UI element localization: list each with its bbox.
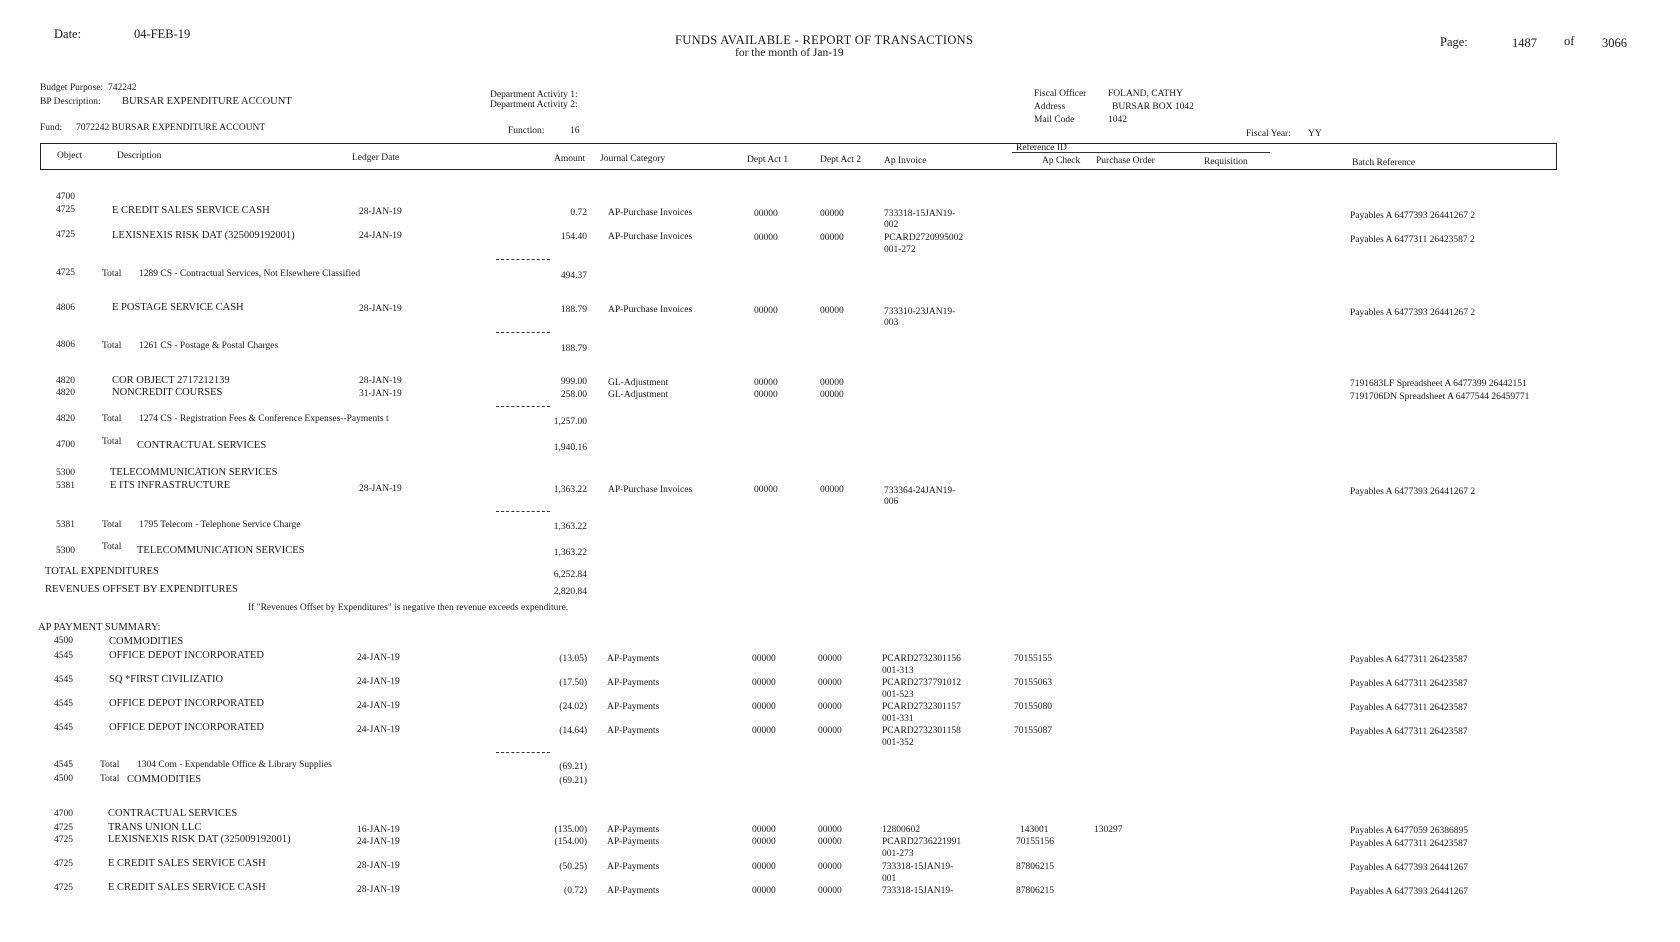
- row-batch-reference: Payables A 6477311 26423587: [1350, 839, 1468, 849]
- row-ledger-date: 24-JAN-19: [357, 677, 400, 687]
- row-ledger-date: 28-JAN-19: [357, 861, 400, 871]
- subtotal-rule: [496, 406, 550, 407]
- row-object: 4725: [56, 205, 75, 215]
- row-ap-invoice: 733364-24JAN19-: [884, 486, 956, 496]
- row-ap-invoice: 12800602: [882, 825, 920, 835]
- row-description: OFFICE DEPOT INCORPORATED: [109, 722, 264, 733]
- row-amount: 1,940.16: [553, 443, 587, 453]
- row-ap-invoice: PCARD2732301157: [882, 702, 961, 712]
- row-description: COMMODITIES: [127, 774, 202, 785]
- row-journal-category: AP-Payments: [607, 886, 660, 896]
- row-ledger-date: 28-JAN-19: [359, 376, 402, 386]
- row-ledger-date: 24-JAN-19: [357, 837, 400, 847]
- row-amount: 1,363.22: [553, 485, 587, 495]
- row-batch-reference: 7191706DN Spreadsheet A 6477544 26459771: [1350, 392, 1530, 402]
- row-ap-invoice: PCARD2737791012: [882, 678, 962, 688]
- row-dept-act-2: 00000: [818, 726, 842, 736]
- row-description: TRANS UNION LLC: [108, 822, 202, 833]
- report-date: 04-FEB-19: [134, 27, 191, 41]
- row-total-label: Total: [102, 437, 122, 447]
- row-dept-act-2: 00000: [818, 702, 842, 712]
- row-batch-reference: Payables A 6477311 26423587 2: [1350, 235, 1475, 245]
- row-dept-act-2: 00000: [818, 837, 842, 847]
- row-description: TELECOMMUNICATION SERVICES: [110, 467, 278, 478]
- subtotal-rule: [496, 259, 550, 260]
- row-ledger-date: 24-JAN-19: [359, 231, 402, 241]
- mail-code-value: 1042: [1108, 115, 1127, 125]
- row-ap-invoice: PCARD2736221991: [882, 837, 962, 847]
- row-dept-act-2: 00000: [818, 825, 842, 835]
- row-description: OFFICE DEPOT INCORPORATED: [109, 650, 264, 661]
- col-ap-invoice: Ap Invoice: [884, 156, 927, 166]
- row-purchase-order: 130297: [1094, 825, 1123, 835]
- row-ap-invoice-line2: 001-273: [882, 849, 914, 859]
- row-total-label: Total: [102, 542, 122, 552]
- row-object: 4545: [54, 723, 73, 733]
- row-batch-reference: Payables A 6477393 26441267 2: [1350, 211, 1476, 221]
- fiscal-officer-value: FOLAND, CATHY: [1108, 89, 1183, 99]
- report-subtitle: for the month of Jan-19: [735, 47, 844, 59]
- row-ap-invoice-line2: 001-313: [882, 666, 914, 676]
- row-description: E ITS INFRASTRUCTURE: [110, 480, 231, 491]
- row-dept-act-2: 00000: [820, 485, 844, 495]
- row-batch-reference: Payables A 6477059 26386895: [1350, 826, 1468, 836]
- row-dept-act-1: 00000: [752, 654, 776, 664]
- row-batch-reference: Payables A 6477393 26441267: [1350, 863, 1468, 873]
- row-dept-act-1: 00000: [752, 678, 776, 688]
- row-object: 4725: [54, 823, 73, 833]
- total-expenditures-amount: 6,252.84: [553, 570, 587, 580]
- row-total-label: Total: [102, 341, 122, 351]
- row-description: 1304 Com - Expendable Office & Library Supplies: [137, 760, 332, 770]
- col-dept-act-1: Dept Act 1: [747, 155, 789, 165]
- bp-description-label: BP Description:: [40, 97, 101, 107]
- row-dept-act-1: 00000: [752, 726, 776, 736]
- row-amount: 0.72: [570, 208, 587, 218]
- subtotal-rule: [496, 752, 550, 753]
- mail-code-label: Mail Code: [1034, 115, 1075, 125]
- subtotal-rule: [496, 511, 550, 512]
- address-value: BURSAR BOX 1042: [1112, 102, 1194, 112]
- row-total-label: Total: [102, 520, 122, 530]
- row-ap-invoice: 733310-23JAN19-: [884, 307, 956, 317]
- row-description: 1795 Telecom - Telephone Service Charge: [139, 520, 301, 530]
- row-object: 4806: [56, 340, 75, 350]
- row-batch-reference: Payables A 6477311 26423587: [1350, 655, 1468, 665]
- row-amount: 1,363.22: [553, 522, 587, 532]
- row-description: 1261 CS - Postage & Postal Charges: [139, 341, 279, 351]
- budget-purpose-value: 742242: [108, 83, 137, 93]
- col-description: Description: [117, 151, 162, 161]
- row-total-label: Total: [100, 774, 120, 784]
- fiscal-officer-label: Fiscal Officer: [1034, 89, 1087, 99]
- row-description: COMMODITIES: [109, 636, 184, 647]
- row-amount: (154.00): [554, 837, 587, 847]
- row-ap-invoice-line2: 001: [882, 874, 897, 884]
- row-ap-invoice: 733318-15JAN19-: [882, 886, 954, 896]
- subtotal-rule: [496, 332, 550, 333]
- row-journal-category: AP-Payments: [607, 837, 660, 847]
- budget-purpose-label: Budget Purpose:: [40, 83, 104, 93]
- col-purchase-order: Purchase Order: [1096, 156, 1155, 166]
- col-dept-act-2: Dept Act 2: [820, 155, 862, 165]
- row-amount: (50.25): [559, 862, 587, 872]
- function-label: Function:: [508, 126, 545, 136]
- row-journal-category: AP-Payments: [607, 825, 660, 835]
- row-object: 4545: [54, 651, 73, 661]
- col-reference-id: Reference ID: [1016, 143, 1067, 153]
- row-description: OFFICE DEPOT INCORPORATED: [109, 698, 264, 709]
- row-amount: (135.00): [554, 825, 587, 835]
- row-object: 4725: [54, 835, 73, 845]
- revenue-note: If "Revenues Offset by Expenditures" is negative then revenue exceeds expenditure.: [248, 603, 569, 613]
- row-object: 5300: [56, 546, 75, 556]
- row-dept-act-2: 00000: [820, 306, 844, 316]
- row-ap-check: 87806215: [1016, 886, 1054, 896]
- row-description: SQ *FIRST CIVILIZATIO: [109, 674, 224, 685]
- row-object: 4820: [56, 388, 75, 398]
- row-amount: 999.00: [560, 377, 587, 387]
- dept-activity-2-label: Department Activity 2:: [490, 100, 578, 110]
- row-object: 5300: [56, 468, 75, 478]
- row-description: TELECOMMUNICATION SERVICES: [137, 545, 305, 556]
- row-ledger-date: 24-JAN-19: [357, 725, 400, 735]
- row-ap-invoice: PCARD2720995002: [884, 233, 964, 243]
- row-ap-check: 70155080: [1014, 702, 1052, 712]
- row-ledger-date: 28-JAN-19: [357, 885, 400, 895]
- row-dept-act-2: 00000: [820, 209, 844, 219]
- row-total-label: Total: [102, 269, 122, 279]
- row-journal-category: AP-Purchase Invoices: [608, 232, 693, 242]
- row-description: LEXISNEXIS RISK DAT (325009192001): [112, 230, 295, 241]
- row-description: E CREDIT SALES SERVICE CASH: [108, 882, 266, 893]
- row-amount: 258.00: [560, 390, 587, 400]
- row-description: E POSTAGE SERVICE CASH: [112, 302, 244, 313]
- fiscal-year-value: YY: [1308, 129, 1322, 139]
- row-dept-act-1: 00000: [752, 837, 776, 847]
- row-journal-category: AP-Payments: [607, 702, 660, 712]
- row-amount: (69.21): [559, 762, 587, 772]
- fiscal-year-label: Fiscal Year:: [1246, 129, 1291, 139]
- row-ap-invoice: PCARD2732301156: [882, 654, 961, 664]
- row-amount: 1,257.00: [553, 417, 587, 427]
- row-ledger-date: 28-JAN-19: [359, 207, 402, 217]
- row-ap-invoice-line2: 001-352: [882, 738, 914, 748]
- page-total: 3066: [1602, 36, 1627, 50]
- row-dept-act-1: 00000: [752, 825, 776, 835]
- row-object: 4725: [56, 230, 75, 240]
- row-amount: (17.50): [559, 678, 587, 688]
- row-ledger-date: 24-JAN-19: [357, 653, 400, 663]
- row-batch-reference: Payables A 6477393 26441267 2: [1350, 308, 1476, 318]
- row-object: 4820: [56, 414, 75, 424]
- row-dept-act-1: 00000: [752, 862, 776, 872]
- revenues-offset-amount: 2,820.84: [553, 587, 587, 597]
- row-journal-category: AP-Payments: [607, 862, 660, 872]
- row-journal-category: GL-Adjustment: [608, 390, 669, 400]
- row-batch-reference: Payables A 6477393 26441267: [1350, 887, 1468, 897]
- revenues-offset-label: REVENUES OFFSET BY EXPENDITURES: [45, 584, 238, 595]
- row-batch-reference: Payables A 6477393 26441267 2: [1350, 487, 1476, 497]
- row-ap-invoice: 733318-15JAN19-: [884, 209, 956, 219]
- row-description: CONTRACTUAL SERVICES: [108, 808, 238, 819]
- row-object: 4725: [54, 883, 73, 893]
- row-dept-act-2: 00000: [820, 233, 844, 243]
- row-description: CONTRACTUAL SERVICES: [137, 440, 267, 451]
- row-amount: (0.72): [564, 886, 587, 896]
- row-amount: (24.02): [559, 702, 587, 712]
- row-dept-act-2: 00000: [818, 862, 842, 872]
- row-ledger-date: 16-JAN-19: [357, 825, 400, 835]
- row-dept-act-2: 00000: [820, 378, 844, 388]
- row-object: 4725: [56, 268, 75, 278]
- row-total-label: Total: [100, 760, 120, 770]
- row-ap-invoice-line2: 006: [884, 497, 899, 507]
- row-ap-check: 87806215: [1016, 862, 1054, 872]
- row-description: LEXISNEXIS RISK DAT (325009192001): [108, 834, 291, 845]
- row-object: 4700: [54, 809, 73, 819]
- row-object: 4725: [54, 859, 73, 869]
- row-dept-act-2: 00000: [818, 678, 842, 688]
- row-object: 4545: [54, 675, 73, 685]
- row-dept-act-2: 00000: [818, 654, 842, 664]
- row-journal-category: AP-Payments: [607, 678, 660, 688]
- row-total-label: Total: [102, 414, 122, 424]
- fund-label: Fund:: [40, 123, 63, 133]
- report-title: FUNDS AVAILABLE - REPORT OF TRANSACTIONS: [675, 33, 974, 47]
- column-header-box: [40, 143, 1557, 170]
- row-dept-act-2: 00000: [818, 886, 842, 896]
- row-journal-category: AP-Payments: [607, 726, 660, 736]
- row-amount: 154.40: [560, 232, 587, 242]
- row-description: 1274 CS - Registration Fees & Conference Expenses--Payments t: [139, 414, 389, 424]
- row-journal-category: AP-Payments: [607, 654, 660, 664]
- col-journal-category: Journal Category: [600, 154, 666, 164]
- row-description: COR OBJECT 2717212139: [112, 375, 230, 386]
- row-ledger-date: 24-JAN-19: [357, 701, 400, 711]
- row-batch-reference: 7191683LF Spreadsheet A 6477399 26442151: [1350, 379, 1527, 389]
- row-ap-invoice: PCARD2732301158: [882, 726, 961, 736]
- col-ledger-date: Ledger Date: [352, 153, 400, 163]
- row-amount: 494.37: [560, 271, 587, 281]
- col-amount: Amount: [554, 154, 586, 164]
- row-amount: (69.21): [559, 776, 587, 786]
- row-amount: (14.64): [559, 726, 587, 736]
- row-batch-reference: Payables A 6477311 26423587: [1350, 727, 1468, 737]
- row-ap-invoice-line2: 001-272: [884, 245, 916, 255]
- row-ap-invoice-line2: 002: [884, 220, 899, 230]
- row-object: 4545: [54, 699, 73, 709]
- col-batch-reference: Batch Reference: [1352, 158, 1416, 168]
- date-label: Date:: [54, 27, 82, 41]
- dept-activity-1-label: Department Activity 1:: [490, 90, 578, 100]
- bp-description-value: BURSAR EXPENDITURE ACCOUNT: [122, 96, 292, 107]
- row-ap-invoice-line2: 001-523: [882, 690, 914, 700]
- of-label: of: [1564, 34, 1575, 48]
- row-ledger-date: 28-JAN-19: [359, 484, 402, 494]
- row-amount: 188.79: [560, 305, 587, 315]
- row-object: 5381: [56, 481, 75, 491]
- ap-payment-summary-heading: AP PAYMENT SUMMARY:: [38, 622, 161, 633]
- fund-value: 7072242 BURSAR EXPENDITURE ACCOUNT: [76, 123, 266, 133]
- row-ap-check: 70155155: [1014, 654, 1052, 664]
- row-amount: 1,363.22: [553, 548, 587, 558]
- row-object: 4700: [56, 192, 75, 202]
- row-ledger-date: 31-JAN-19: [359, 389, 402, 399]
- page-label: Page:: [1440, 35, 1468, 49]
- row-dept-act-1: 00000: [754, 378, 778, 388]
- row-dept-act-1: 00000: [752, 702, 776, 712]
- row-amount: 188.79: [560, 344, 587, 354]
- row-ap-check: 70155087: [1014, 726, 1052, 736]
- row-description: NONCREDIT COURSES: [112, 387, 223, 398]
- row-journal-category: GL-Adjustment: [608, 378, 669, 388]
- row-journal-category: AP-Purchase Invoices: [608, 208, 693, 218]
- row-journal-category: AP-Purchase Invoices: [608, 485, 693, 495]
- row-ap-check: 70155063: [1014, 678, 1052, 688]
- row-ap-invoice-line2: 001-331: [882, 714, 914, 724]
- row-ledger-date: 28-JAN-19: [359, 304, 402, 314]
- row-dept-act-1: 00000: [754, 306, 778, 316]
- row-ap-invoice-line2: 003: [884, 318, 899, 328]
- page-number: 1487: [1512, 36, 1537, 50]
- row-object: 4500: [54, 774, 73, 784]
- row-description: E CREDIT SALES SERVICE CASH: [108, 858, 266, 869]
- row-journal-category: AP-Purchase Invoices: [608, 305, 693, 315]
- row-dept-act-1: 00000: [754, 209, 778, 219]
- address-label: Address: [1034, 102, 1066, 112]
- row-object: 5381: [56, 520, 75, 530]
- row-dept-act-2: 00000: [820, 390, 844, 400]
- total-expenditures-label: TOTAL EXPENDITURES: [45, 566, 159, 577]
- col-requisition: Requisition: [1204, 157, 1248, 167]
- col-object: Object: [57, 151, 83, 161]
- col-ap-check: Ap Check: [1042, 156, 1081, 166]
- row-ap-invoice: 733318-15JAN19-: [882, 862, 954, 872]
- row-batch-reference: Payables A 6477311 26423587: [1350, 679, 1468, 689]
- row-object: 4545: [54, 760, 73, 770]
- row-object: 4820: [56, 376, 75, 386]
- row-ap-check: 70155156: [1016, 837, 1054, 847]
- row-description: 1289 CS - Contractual Services, Not Elsewhere Classified: [139, 269, 361, 279]
- row-object: 4806: [56, 303, 75, 313]
- row-dept-act-1: 00000: [752, 886, 776, 896]
- row-ap-check: 143001: [1020, 825, 1049, 835]
- row-amount: (13.05): [559, 654, 587, 664]
- row-dept-act-1: 00000: [754, 390, 778, 400]
- row-batch-reference: Payables A 6477311 26423587: [1350, 703, 1468, 713]
- function-value: 16: [570, 126, 580, 136]
- row-object: 4500: [54, 636, 73, 646]
- row-description: E CREDIT SALES SERVICE CASH: [112, 205, 270, 216]
- row-dept-act-1: 00000: [754, 485, 778, 495]
- row-dept-act-1: 00000: [754, 233, 778, 243]
- row-object: 4700: [56, 440, 75, 450]
